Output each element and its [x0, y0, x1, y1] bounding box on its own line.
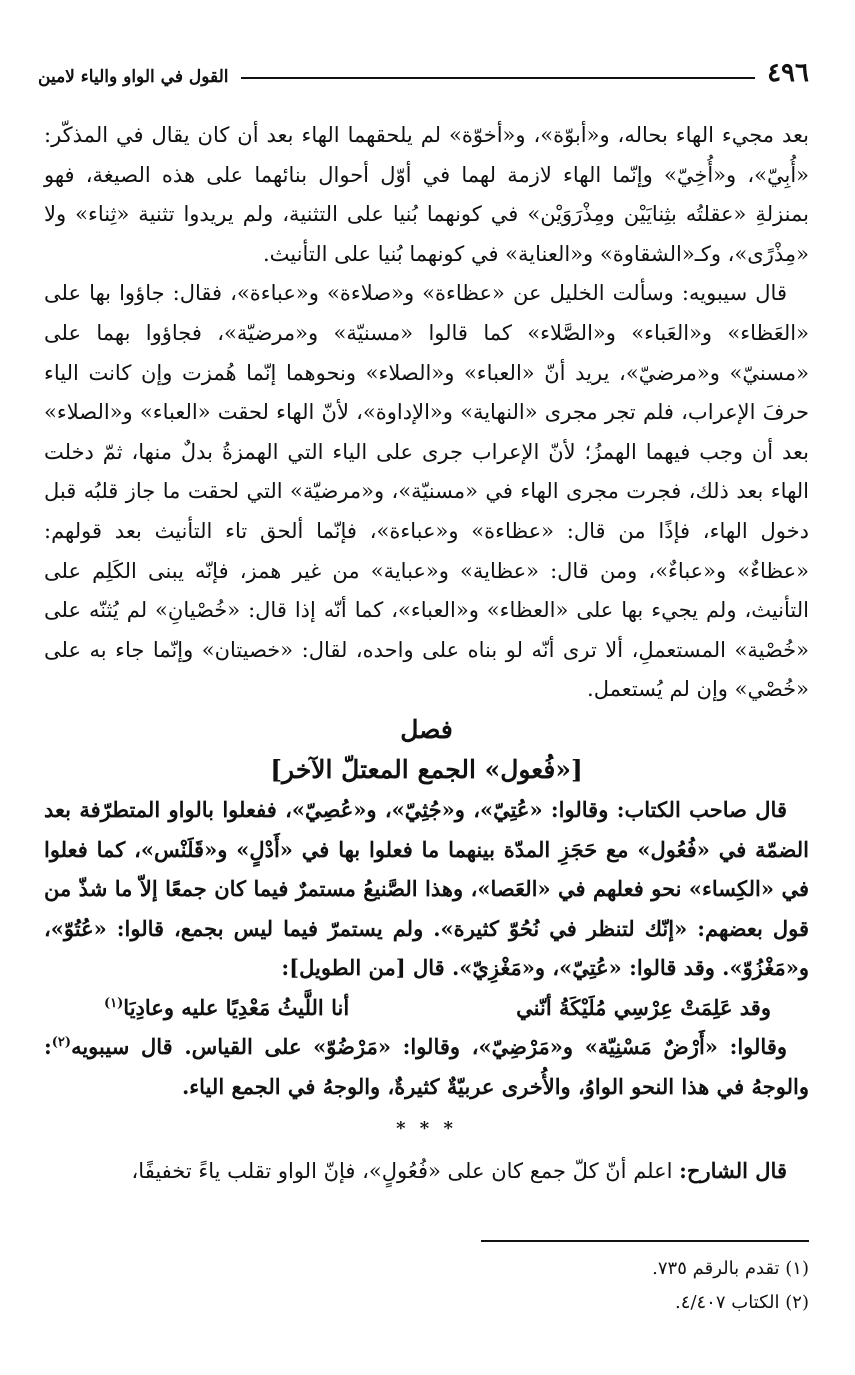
matn-continued-text: وقالوا: «أَرْضٌ مَسْنِيّة» و«مَرْضِيّ»، وقالوا: «مَرْضُوّ» على القياس. قال سيبويه	[71, 1034, 787, 1060]
header-rule	[241, 77, 756, 79]
paragraph-matn: قال صاحب الكتاب: وقالوا: «عُتِيّ»، و«جُثِيّ»، و«عُصِيّ»، ففعلوا بالواو المتطرّفة بعد الضمّة في «فُعُول» مع حَجَزِ المدّة بينهما ما فعلوا بها في «أَدْلٍ» و«قَلَنْس»، كما فعلوا في «الكِساء» نحو فعلهم في «العَصا»، وهذا الصَّنيعُ مستمرٌ فيما كان جمعًا إلاّ ما شذّ من قول بعضهم: «إنّك لتنظر في نُحُوّ كثيرة». ولم يستمرّ فيما ليس بجمع، قالوا: «عُتُوّ»، و«مَغْزُوّ». وقد قالوا: «عُتِيّ»، و«مَغْزِيّ». قال [من الطويل]:	[44, 796, 810, 981]
footnote-ref-2: (٢)	[51, 1035, 72, 1051]
verse-hemistich-second	[104, 988, 349, 1028]
paragraph-commentary	[44, 1151, 809, 1192]
verse-second-text: أنا اللَّيثُ مَعْدِيًا عليه وعادِيَا	[123, 994, 350, 1020]
commentator-label: قال الشارح:	[679, 1157, 787, 1183]
footnote-2: (٢) الكتاب ٤/٤٠٧.	[675, 1292, 809, 1313]
matn-continued-tail: : والوجهُ في هذا النحو الواوُ، والأُخرى عربيّةٌ كثيرةٌ، والوجهُ في الجمع الياء.	[44, 1034, 809, 1100]
page-header	[38, 52, 809, 86]
paragraph-sibawayh: قال سيبويه: وسألت الخليل عن «عظاءة» و«صلاءة» و«عباءة»، فقال: جاؤوا بها على «العَظاء» و«العَباء» و«الصَّلاء» كما قالوا «مسنيّة» و«مرضيّة»، فجاؤوا بهما على «مسنيّ» و«مرضيّ»، يريد أنّ «العباء» و«الصلاء» ونحوهما إنّما هُمزت وإن كانت الياء حرفَ الإعراب، فلم تجر مجرى «النهاية» و«الإداوة»، لأنّ الهاء لحقت «العباء» و«الصلاء» بعد أن وجب فيهما الهمزُ؛ لأنّ الإعراب جرى على الياء التي الهمزةُ بدلٌ منها، ثمّ دخلت الهاء بعد ذلك، فجرت مجرى الهاء في «مسنيّة»، و«مرضيّة» التي لحقت ما جاز قلبُه قبل دخول الهاء، فإذًا من قال: «عظاءة» و«عباءة»، فإنّما ألحق تاء التأنيث بعد قولهم: «عظاءٌ» و«عباءٌ»، ومن قال: «عظاية» و«عباية» من غير همز، فإنّه يبنى الكَلِم على التأنيث، ولم يجيء بها على «العظاء» و«العباء»، كما أنّه إذا قال: «خُصْيانِ» لم يُثنّه على «خُصْية» المستعملِ، ألا ترى أنّه لو بناه على واحده، لقال: «خصيتان» وإنّما جاء به على «خُصْي» وإن لم يُستعمل.	[44, 281, 809, 702]
poetry-verse	[44, 988, 809, 1028]
paragraph-matn-continued	[44, 1027, 809, 1106]
paragraph-continuation: بعد مجيء الهاء بحاله، و«أبوّة»، و«أخوّة» لم يلحقهما الهاء بعد أن كان يقال في المذكّر: «أُبِيّ»، و«أُخِيّ» وإنّما الهاء لازمة لهما في أوّل أحوال بنائهما على هذه الصيغة، فهو بمنزلةِ «عقلتُه بثِنايَيْن ومِذْرَوَيْن» في كونهما بُنيا على التثنية، ولم يريدوا تثنية «ثِناء» ولا «مِذْرًى»، وكـ«الشقاوة» و«العناية» في كونهما بُنيا على التأنيث.	[44, 123, 809, 266]
page-number: ٤٩٦	[767, 58, 809, 88]
footnote-1: (١) تقدم بالرقم ٧٣٥.	[652, 1258, 809, 1279]
commentary-text: اعلم أنّ كلّ جمع كان على «فُعُولٍ»، فإنّ الواو تقلب ياءً تخفيفًا،	[131, 1158, 673, 1183]
section-title: فصل	[400, 714, 453, 744]
section-subtitle: [«فُعول» الجمع المعتلّ الآخر]	[270, 754, 583, 784]
running-title: القول في الواو والياء لامين	[38, 67, 229, 87]
page-body	[44, 116, 809, 1191]
section-separator: * * *	[396, 1117, 457, 1139]
footnote-rule	[481, 1240, 809, 1242]
footnotes	[209, 1252, 809, 1320]
verse-hemistich-first: وقد عَلِمَتْ عِرْسِي مُلَيْكَةُ أنّني	[516, 994, 771, 1020]
footnote-ref-1: (١)	[104, 995, 124, 1011]
